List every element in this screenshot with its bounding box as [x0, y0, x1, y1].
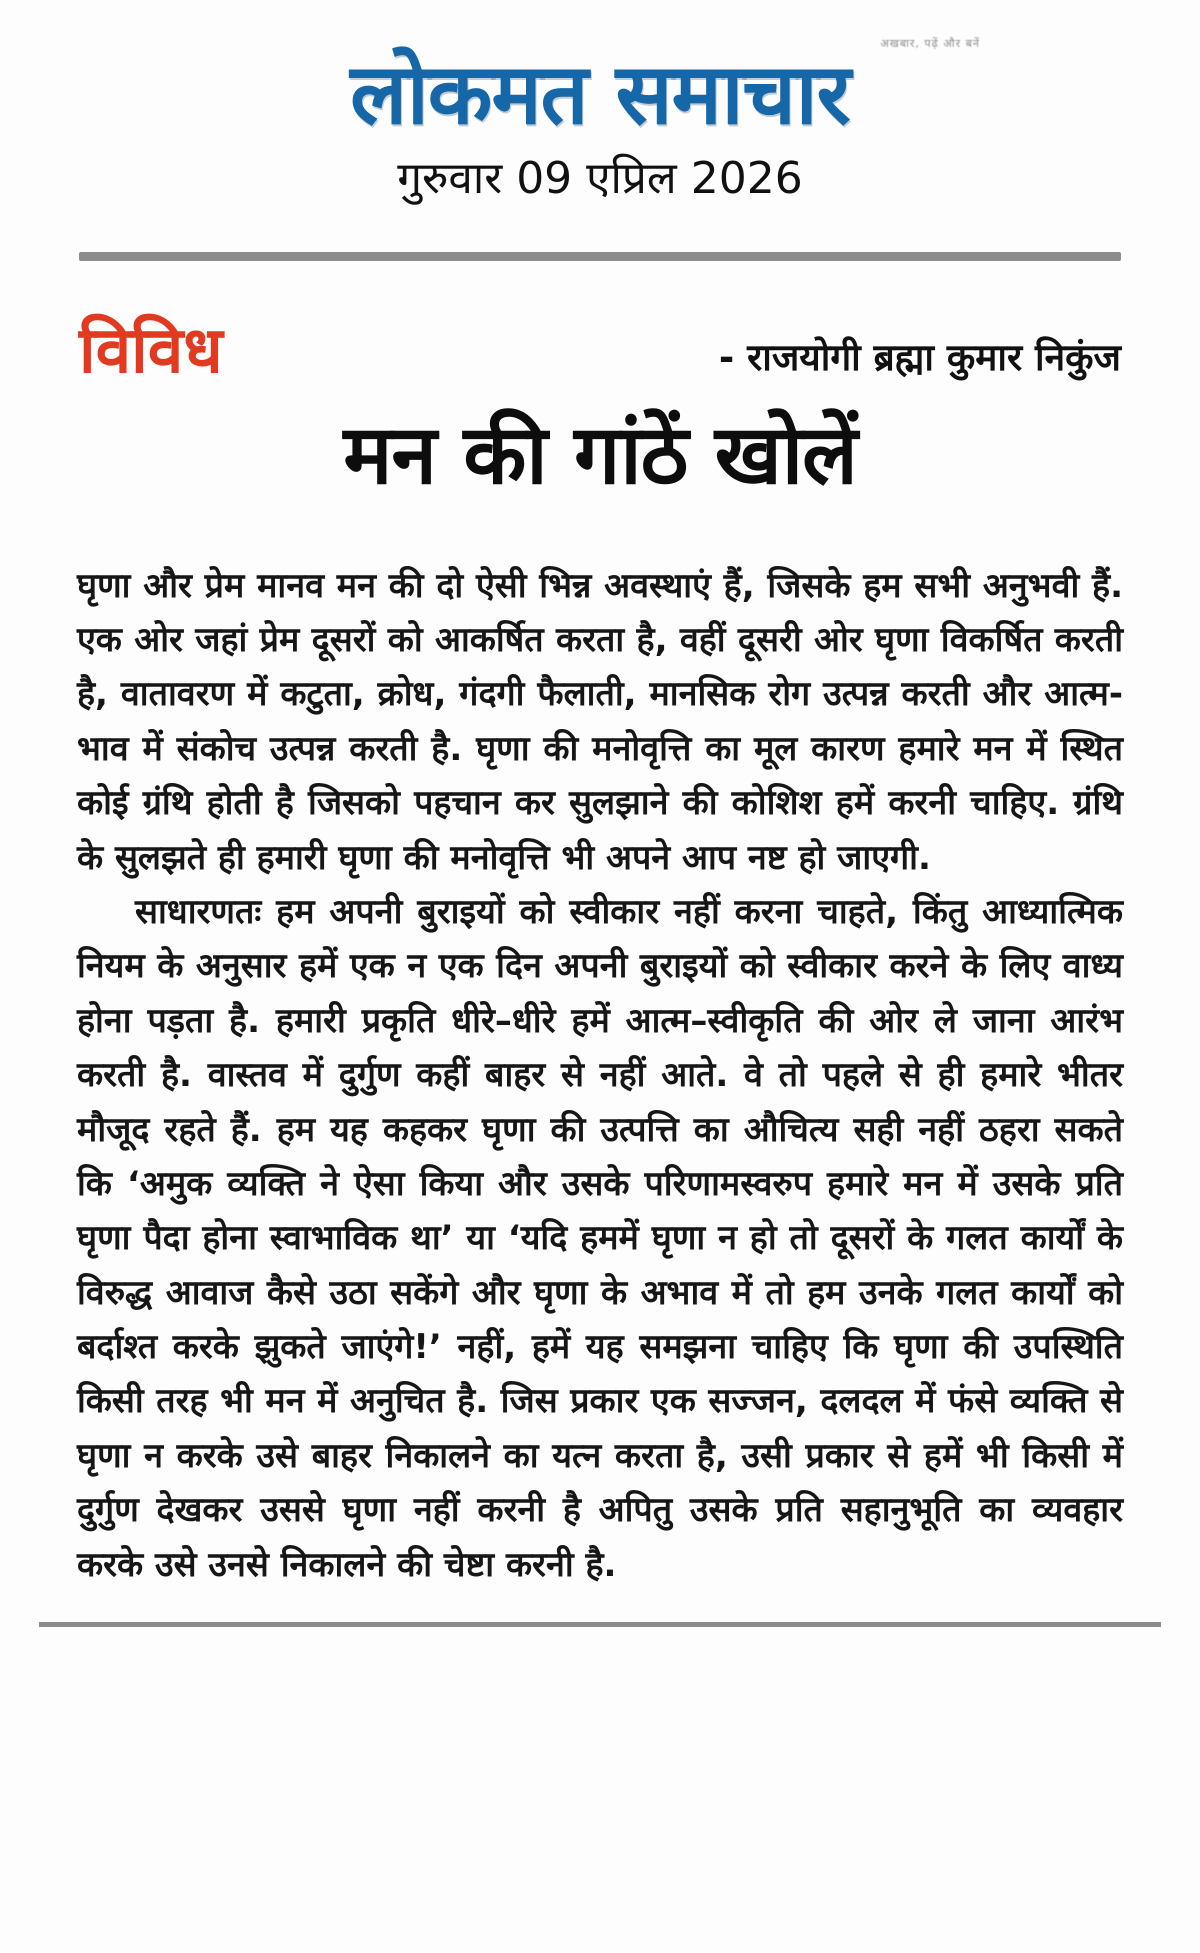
article-paragraph: घृणा और प्रेम मानव मन की दो ऐसी भिन्न अवस्थाएं हैं, जिसके हम सभी अनुभवी हैं. एक ओर जहां प्रेम दूसरों को आकर्षित करता है, वहीं दूसरी ओर घृणा विकर्षित करती है, वातावरण में कटुता, क्रोध, गंदगी फैलाती, मानसिक रोग उत्पन्न करती और आत्म-भाव में संकोच उत्पन्न करती है. घृणा की मनोवृत्ति का मूल कारण हमारे मन में स्थित कोई ग्रंथि होती है जिसको पहचान कर सुलझाने की कोशिश हमें करनी चाहिए. ग्रंथि के सुलझते ही हमारी घृणा की मनोवृत्ति भी अपने आप नष्ट हो जाएगी. — [77, 565, 1123, 878]
section-row — [79, 314, 1121, 389]
article-body — [77, 559, 1123, 1592]
newspaper-logo: लोकमत समाचार — [350, 45, 850, 143]
edition-date: गुरुवार 09 एप्रिल 2026 — [397, 153, 803, 205]
article-title: मन की गांठें खोलें — [343, 408, 857, 504]
section-label: विविध — [79, 314, 223, 389]
masthead — [210, 34, 990, 206]
masthead-tagline: अखबार, पढ़ें और बनें — [880, 37, 980, 50]
bottom-divider-rule — [39, 1622, 1161, 1627]
article — [0, 409, 1200, 1592]
top-divider-rule — [79, 252, 1121, 261]
author-byline: - राजयोगी ब्रह्मा कुमार निकुंज — [718, 335, 1121, 379]
article-paragraph: साधारणतः हम अपनी बुराइयों को स्वीकार नहीं करना चाहते, किंतु आध्यात्मिक नियम के अनुसार हमें एक न एक दिन अपनी बुराइयों को स्वीकार करने के लिए वाध्य होना पड़ता है. हमारी प्रकृति धीरे–धीरे हमें आत्म–स्वीकृति की ओर ले जाना आरंभ करती है. वास्तव में दुर्गुण कहीं बाहर से नहीं आते. वे तो पहले से ही हमारे भीतर मौजूद रहते हैं. हम यह कहकर घृणा की उत्पत्ति का औचित्य सही नहीं ठहरा सकते कि ‘अमुक व्यक्ति ने ऐसा किया और उसके परिणामस्वरुप हमारे मन में उसके प्रति घृणा पैदा होना स्वाभाविक था’ या ‘यदि हममें घृणा न हो तो दूसरों के गलत कार्यों के विरुद्ध आवाज कैसे उठा सकेंगे और घृणा के अभाव में तो हम उनके गलत कार्यों को बर्दाश्त करके झुकते जाएंगे!’ नहीं, हमें यह समझना चाहिए कि घृणा की उपस्थिति किसी तरह भी मन में अनुचित है. जिस प्रकार एक सज्जन, दलदल में फंसे व्यक्ति से घृणा न करके उसे बाहर निकालने का यत्न करता है, उसी प्रकार से हमें भी किसी में दुर्गुण देखकर उससे घृणा नहीं करनी है अपितु उसके प्रति सहानुभूति का व्यवहार करके उसे उनसे निकालने की चेष्टा करनी है. — [77, 891, 1123, 1585]
